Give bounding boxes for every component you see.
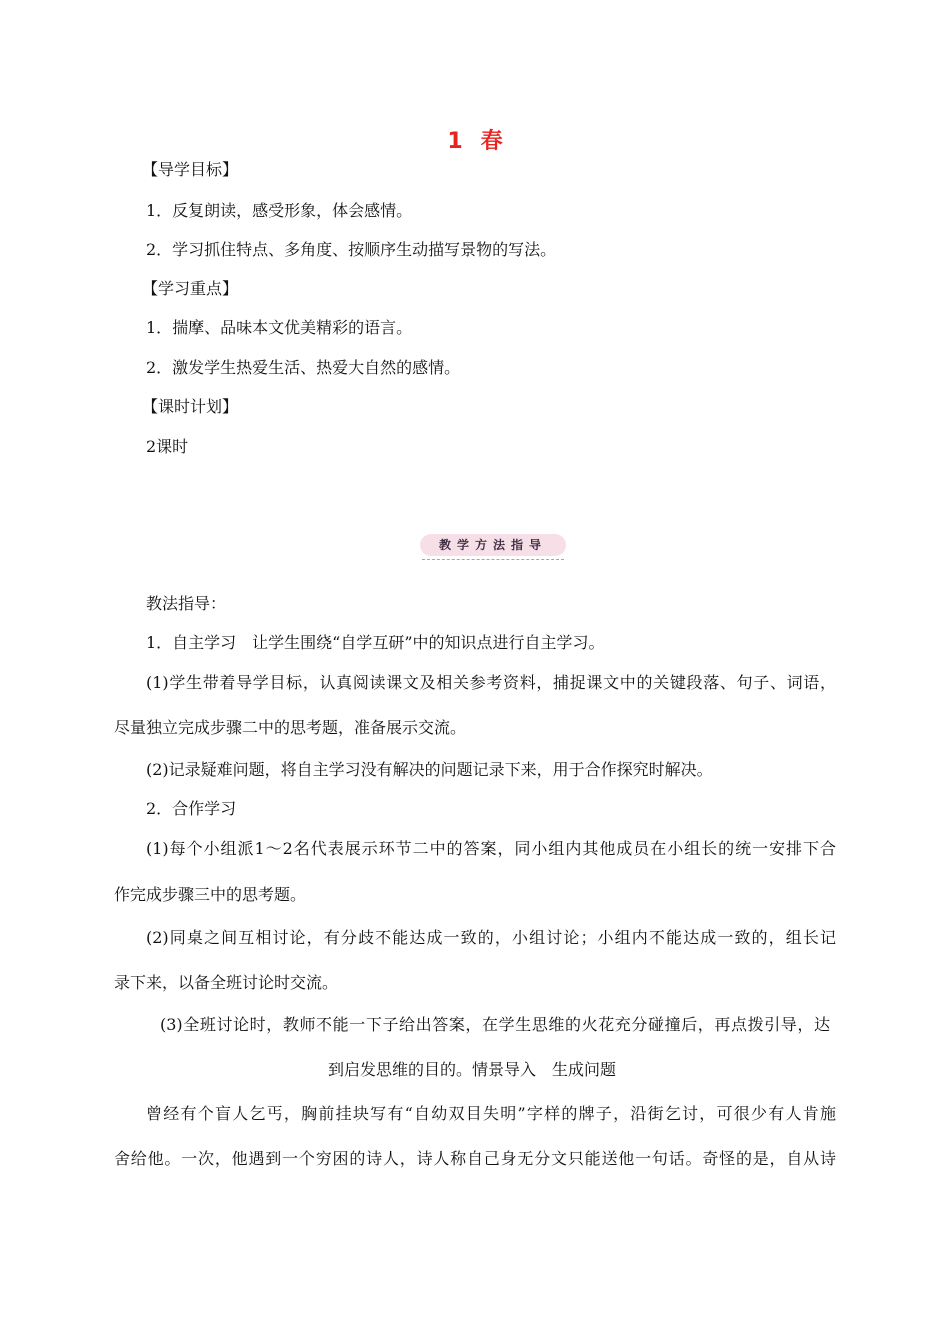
section-heading-plan: 【课时计划】	[142, 397, 239, 416]
document-title	[0, 128, 950, 156]
method-1-paragraph-2: (2)记录疑难问题，将自主学习没有解决的问题记录下来，用于合作探究时解决。	[146, 760, 713, 779]
teaching-method-banner	[420, 530, 566, 562]
method-2-title: 2．合作学习	[146, 799, 237, 818]
title-number: 1	[447, 129, 463, 154]
method-2-paragraph-3-line-2: 到启发思维的目的。情景导入 生成问题	[328, 1060, 617, 1079]
banner-dashed-underline	[422, 559, 564, 560]
goal-item-2: 2．学习抓住特点、多角度、按顺序生动描写景物的写法。	[146, 240, 557, 259]
banner-label: 教学方法指导	[438, 538, 547, 552]
story-line-1: 曾经有个盲人乞丐，胸前挂块写有“自幼双目失明”字样的牌子，沿街乞讨，可很少有人肯施	[146, 1104, 836, 1123]
method-1-paragraph-1-line-1: (1)学生带着导学目标，认真阅读课文及相关参考资料，捕捉课文中的关键段落、句子、词语，	[146, 673, 836, 692]
story-line-2: 舍给他。一次，他遇到一个穷困的诗人，诗人称自己身无分文只能送他一句话。奇怪的是，自从诗	[114, 1149, 836, 1168]
section-heading-focus: 【学习重点】	[142, 279, 239, 298]
focus-item-2: 2．激发学生热爱生活、热爱大自然的感情。	[146, 358, 461, 377]
method-1-paragraph-1-line-2: 尽量独立完成步骤二中的思考题，准备展示交流。	[114, 718, 467, 737]
goal-item-1: 1．反复朗读，感受形象，体会感情。	[146, 201, 413, 220]
method-2-paragraph-1-line-2: 作完成步骤三中的思考题。	[114, 885, 307, 904]
method-2-paragraph-1-line-1: (1)每个小组派1～2名代表展示环节二中的答案，同小组内其他成员在小组长的统一安排下合	[146, 839, 836, 858]
title-text: 春	[480, 129, 503, 154]
section-heading-goals: 【导学目标】	[142, 160, 239, 179]
method-2-paragraph-3-line-1: (3)全班讨论时，教师不能一下子给出答案，在学生思维的火花充分碰撞后，再点拨引导，达	[160, 1015, 830, 1034]
plan-value: 2课时	[146, 437, 189, 456]
method-2-paragraph-2-line-1: (2)同桌之间互相讨论，有分歧不能达成一致的，小组讨论；小组内不能达成一致的，组长记	[146, 928, 836, 947]
focus-item-1: 1．揣摩、品味本文优美精彩的语言。	[146, 318, 413, 337]
method-2-paragraph-2-line-2: 录下来，以备全班讨论时交流。	[114, 973, 339, 992]
method-1-title: 1．自主学习 让学生围绕“自学互研”中的知识点进行自主学习。	[146, 633, 605, 652]
method-heading: 教法指导：	[146, 594, 227, 613]
